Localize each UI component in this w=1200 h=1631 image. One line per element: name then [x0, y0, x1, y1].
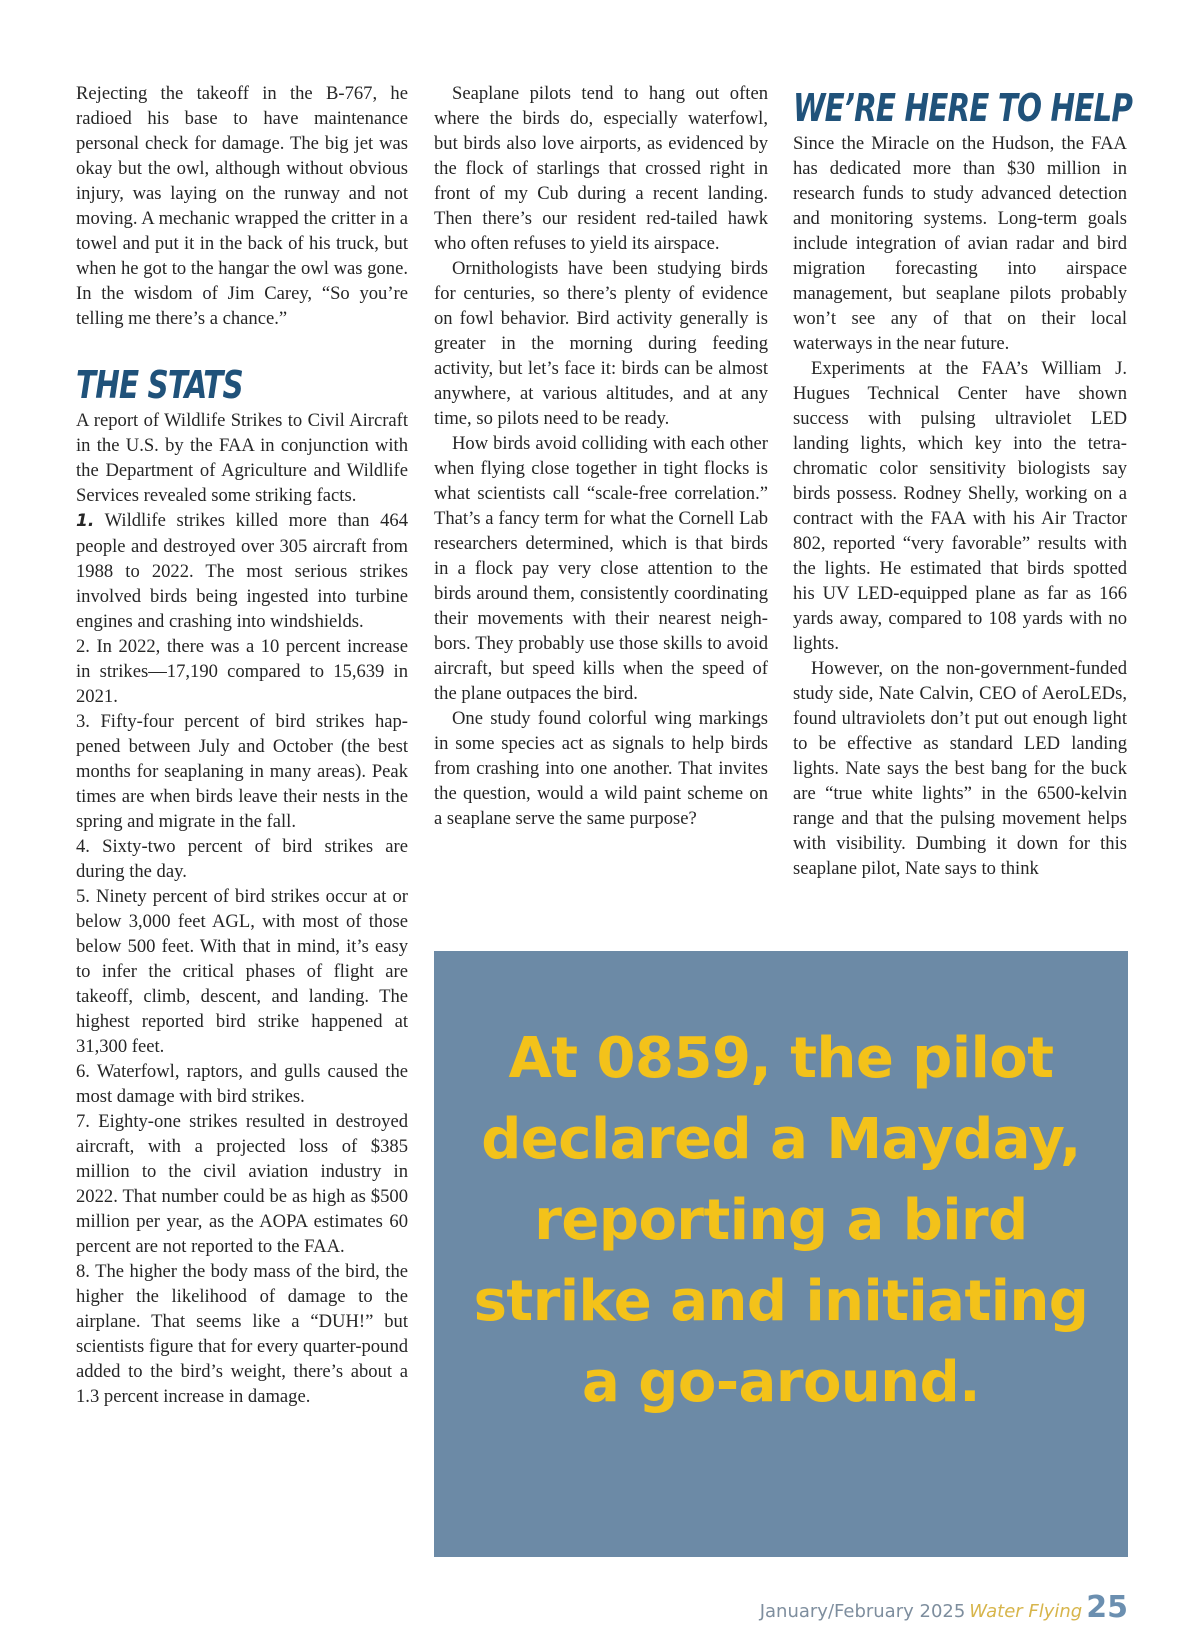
section-heading-help: WE’RE HERE TO HELP: [793, 86, 1133, 130]
body-paragraph: Seaplane pilots tend to hang out often where the birds do, especially waterfowl, but birds also love airports, as evidenced by the flock of starlings that crossed right in front of my Cub during a recent landing. Then there’s our resident red-tailed hawk who often refuses to yield its airspace.: [434, 83, 768, 254]
stats-item-text: Sixty-two percent of bird strikes are during the day.: [76, 836, 408, 882]
page-number: 25: [1086, 1590, 1128, 1625]
pull-quote-text: At 0859, the pilot declared a Mayday, reporting a bird strike and initiating a go-around.: [473, 1026, 1089, 1415]
stats-item-number: 3.: [76, 711, 90, 732]
page-footer: [760, 1590, 1128, 1625]
stats-item-text: Fifty-four percent of bird strikes happened between July and October (the best months for seaplaning in many areas). Peak times are when birds leave their nests in the spring and migrate in the fall.: [76, 711, 408, 832]
stats-item-text: In 2022, there was a 10 percent increase in strikes—17,190 compared to 15,639 in 2021.: [76, 636, 408, 707]
stats-list-item: [76, 709, 408, 834]
body-paragraph: One study found colorful wing markings in some species act as signals to help birds from crashing into one another. That invites the question, would a wild paint scheme on a seaplane serve the same purpose?: [434, 708, 768, 829]
article-column-2: [434, 81, 768, 831]
stats-list: [76, 508, 408, 1409]
stats-list-item: [76, 1259, 408, 1409]
stats-list-item: [76, 1109, 408, 1259]
issue-date: January/February 2025: [759, 1601, 966, 1622]
stats-list-item: [76, 508, 408, 634]
stats-list-item: [76, 634, 408, 709]
stats-item-number: 6.: [76, 1061, 90, 1082]
stats-item-text: Eighty-one strikes resulted in destroyed aircraft, with a projected loss of $385 million to the civil aviation industry in 2022. That number could be as high as $500 million per year, as the AOPA estimates 60 percent are not reported to the FAA.: [76, 1111, 408, 1257]
article-column-3: [793, 81, 1133, 881]
intro-paragraph: Rejecting the takeoff in the B-767, he radioed his base to have maintenance personal check for damage. The big jet was okay but the owl, although without obvious injury, was laying on the runway and not moving. A mechanic wrapped the critter in a towel and put it in the back of his truck, but when he got to the hangar the owl was gone. In the wisdom of Jim Carey, “So you’re telling me there’s a chance.”: [76, 83, 408, 329]
body-paragraph: Since the Miracle on the Hudson, the FAA has dedicated more than $30 million in research funds to study advanced detection and monitoring systems. Long-term goals include integration of avian radar and bird migration forecasting into airspace management, but seaplane pilots probably won’t see any of that on their local waterways in the near future.: [793, 133, 1127, 354]
body-paragraph: However, on the non-government-funded study side, Nate Calvin, CEO of AeroLEDs, found ultraviolets don’t put out enough light to be effective as standard LED landing lights. Nate says the best bang for the buck are “true white lights” in the 6500-kelvin range and that the pulsing movement helps with visibility. Dumbing it down for this seaplane pilot, Nate says to think: [793, 658, 1127, 879]
stats-item-text: Wildlife strikes killed more than 464 people and destroyed over 305 aircraft from 1988 to 2022. The most serious strikes involved birds being ingested into turbine engines and crashing into windshields.: [76, 510, 409, 632]
stats-list-item: [76, 884, 408, 1059]
stats-list-item: [76, 1059, 408, 1109]
body-paragraph: Experiments at the FAA’s William J. Hugues Technical Center have shown success with pulsing ultraviolet LED landing lights, which key into the tetrachromatic color sensitivity biologists say birds possess. Rodney Shelly, working on a contract with the FAA with his Air Tractor 802, reported “very favorable” results with the lights. He estimated that birds spotted his UV LED-equipped plane as far as 166 yards away, compared to 108 yards with no lights.: [793, 358, 1127, 654]
body-paragraph: How birds avoid colliding with each other when flying close together in tight flocks is what scientists call “scale-free correlation.” That’s a fancy term for what the Cornell Lab researchers determined, which is that birds in a flock pay very close attention to the birds around them, consistently coordinating their movements with their nearest neighbors. They probably use those skills to avoid aircraft, but speed kills when the speed of the plane outpaces the bird.: [434, 433, 768, 704]
stats-intro-paragraph: A report of Wildlife Strikes to Civil Aircraft in the U.S. by the FAA in conjunction with the Department of Agriculture and Wildlife Services revealed some striking facts.: [76, 410, 408, 506]
section-heading-stats: THE STATS: [76, 363, 243, 407]
body-paragraph: Ornithologists have been studying birds for centuries, so there’s plenty of evidence on fowl behavior. Bird activity generally is greater in the morning during feeding activity, but let’s face it: birds can be almost anywhere, at various altitudes, and at any time, so pilots need to be ready.: [434, 258, 768, 429]
stats-item-text: Waterfowl, raptors, and gulls caused the most damage with bird strikes.: [76, 1061, 408, 1107]
stats-item-number: 2.: [76, 636, 90, 657]
article-column-1: [76, 81, 408, 1409]
stats-item-number: 5.: [76, 886, 90, 907]
stats-item-text: The higher the body mass of the bird, the higher the likelihood of damage to the airplane. That seems like a “DUH!” but scientists figure that for every quarter-pound added to the bird’s weight, there’s about a 1.3 percent increase in damage.: [76, 1261, 408, 1407]
magazine-name: Water Flying: [969, 1601, 1083, 1622]
pull-quote-box: [434, 951, 1128, 1557]
stats-item-number: 4.: [76, 836, 90, 857]
stats-item-number: 1.: [76, 511, 95, 531]
stats-item-text: Ninety percent of bird strikes occur at or below 3,000 feet AGL, with most of those below 500 feet. With that in mind, it’s easy to infer the critical phases of flight are takeoff, climb, descent, and landing. The highest reported bird strike happened at 31,300 feet.: [76, 886, 408, 1057]
stats-item-number: 8.: [76, 1261, 90, 1282]
stats-item-number: 7.: [76, 1111, 90, 1132]
stats-list-item: [76, 834, 408, 884]
